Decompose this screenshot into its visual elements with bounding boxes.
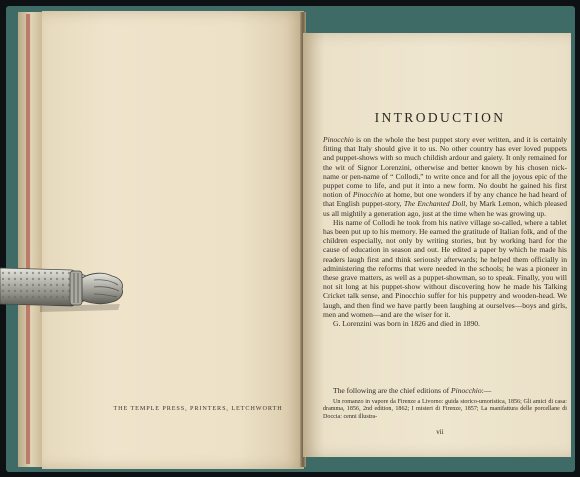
body-text-run: by Mark Lemon, which pleased us all mightily a generation ago, just at the time when he was growing up.: [323, 199, 567, 218]
editions-list: Un romanzo in vapore da Firenze a Livorno: guida storico-umoristica, 1856; Gli amici di casa: dramma, 1856, 2nd edition, 1862; I misteri di Firenze, 1857; La manifattura delle porcellane di Doccia: cenni illustra-: [323, 399, 567, 420]
body-text-run: His name of Collodi he took from his native village so-called, where a tablet has been put up to his memory. He earned the gratitude of Italian folk, and of the children especially, not only by writing stories, but by working hard for the cause of education in season and out. He edited a paper by which he made his readers laugh first and think seriously afterwards; he helped them officially in administering the reforms that were needed in the schools; he was a pioneer in these grave matters, as well as a puppet-showman, so to speak. Finally, you will not sit long at his puppet-show without discovering how he made his Talking Cricket talk sense, and Pinocchio suffer for his puppetry and wooden-head. We laugh, and then find we have partly been laughing at ourselves—boys and girls, men and women—and are the wiser for it.: [323, 217, 567, 319]
italic-title-text: Pinocchio: [352, 190, 384, 200]
page-heading: INTRODUCTION: [374, 110, 506, 125]
body-text-run: G. Lorenzini was born in 1826 and died in 1890.: [333, 319, 480, 329]
body-text-run: The following are the chief editions of: [333, 386, 451, 395]
page-number: vii: [436, 428, 444, 436]
body-text-run: is on the whole the best puppet story ever written, and it is certainly fitting that Italy should give it to us. No other country has ever loved puppets and puppet-shows with so much childish ardour and gaiety. It only remained for the wit of Signor Lorenzini, otherwise and better known by his chosen nick-name or pen-name of “ Collodi,” to write once and for all the joyous epic of the puppet come to life, and put it into a new form. No doubt he gained his first notion of: [323, 135, 567, 200]
italic-title-text: The Enchanted Doll,: [403, 199, 468, 209]
body-text-run: at home, but one wonders if by any chance he had heard of that English puppet-story,: [323, 190, 567, 209]
italic-title-text: Pinocchio: [451, 386, 482, 395]
printer-line: THE TEMPLE PRESS, PRINTERS, LETCHWORTH: [113, 405, 283, 412]
italic-title-text: Pinocchio: [323, 135, 354, 144]
body-text-run: :—: [481, 386, 492, 395]
